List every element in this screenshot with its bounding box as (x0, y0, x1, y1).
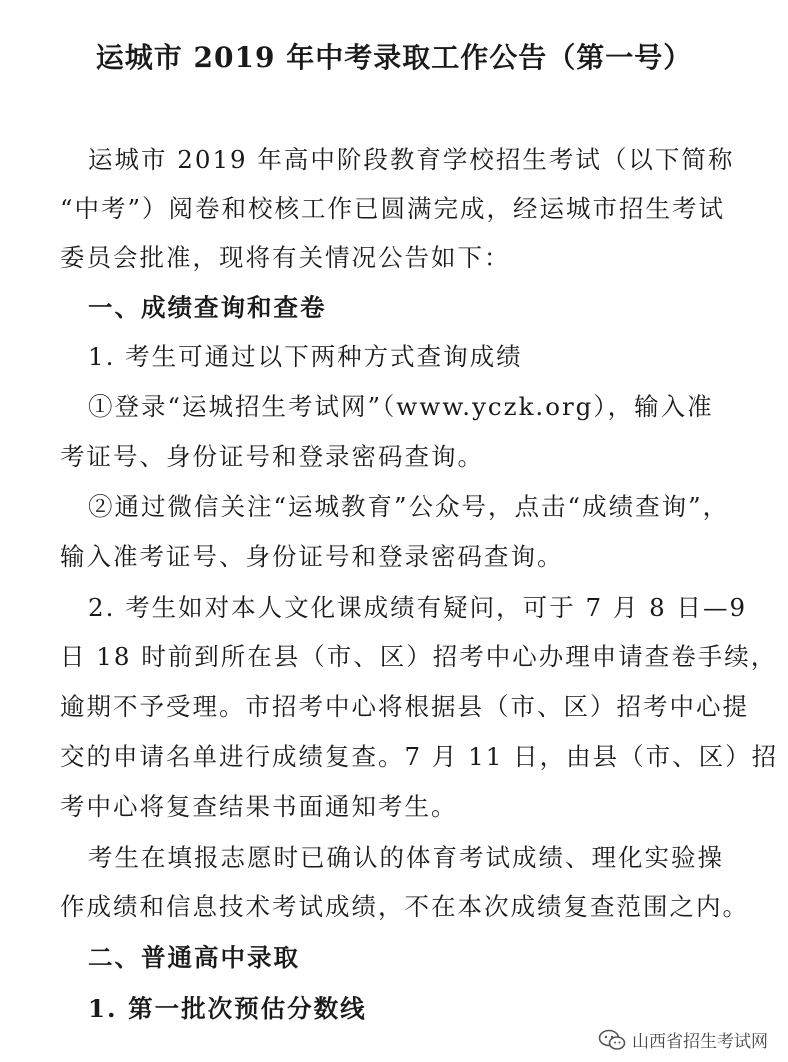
paragraph-line: “中考”）阅卷和校核工作已圆满完成，经运城市招生考试 (60, 194, 726, 223)
paragraph-line: ②通过微信关注“运城教育”公众号，点击“成绩查询”， (88, 492, 730, 521)
paragraph-line: 日 18 时前到所在县（市、区）招考中心办理申请查卷手续， (60, 642, 778, 671)
paragraph-line: 1. 考生可通过以下两种方式查询成绩 (88, 342, 523, 371)
paragraph-line: 输入准考证号、身份证号和登录密码查询。 (60, 542, 564, 571)
paragraph-line: 2. 考生如对本人文化课成绩有疑问，可于 7 月 8 日—9 (88, 593, 748, 622)
wechat-icon (598, 1029, 626, 1051)
subsection-heading: 1. 第一批次预估分数线 (88, 994, 367, 1023)
watermark (598, 1027, 768, 1052)
paragraph-line: 运城市 2019 年高中阶段教育学校招生考试（以下简称 (88, 145, 735, 174)
paragraph-line: 考中心将复查结果书面通知考生。 (60, 792, 458, 821)
paragraph-line: 逾期不予受理。市招考中心将根据县（市、区）招考中心提 (60, 692, 749, 721)
paragraph-line: 考生在填报志愿时已确认的体育考试成绩、理化实验操 (88, 843, 724, 872)
paragraph-line: ①登录“运城招生考试网”（www.yczk.org），输入准 (88, 392, 714, 421)
paragraph-line: 委员会批准，现将有关情况公告如下： (60, 243, 511, 272)
section-heading-2: 二、普通高中录取 (88, 943, 300, 972)
section-heading-1: 一、成绩查询和查卷 (88, 293, 327, 322)
document-title: 运城市 2019 年中考录取工作公告（第一号） (95, 41, 693, 74)
watermark-text: 山西省招生考试网 (632, 1032, 768, 1052)
paragraph-line: 考证号、身份证号和登录密码查询。 (60, 442, 484, 471)
paragraph-line: 作成绩和信息技术考试成绩，不在本次成绩复查范围之内。 (60, 892, 749, 921)
paragraph-line: 交的申请名单进行成绩复查。7 月 11 日，由县（市、区）招 (60, 742, 779, 771)
